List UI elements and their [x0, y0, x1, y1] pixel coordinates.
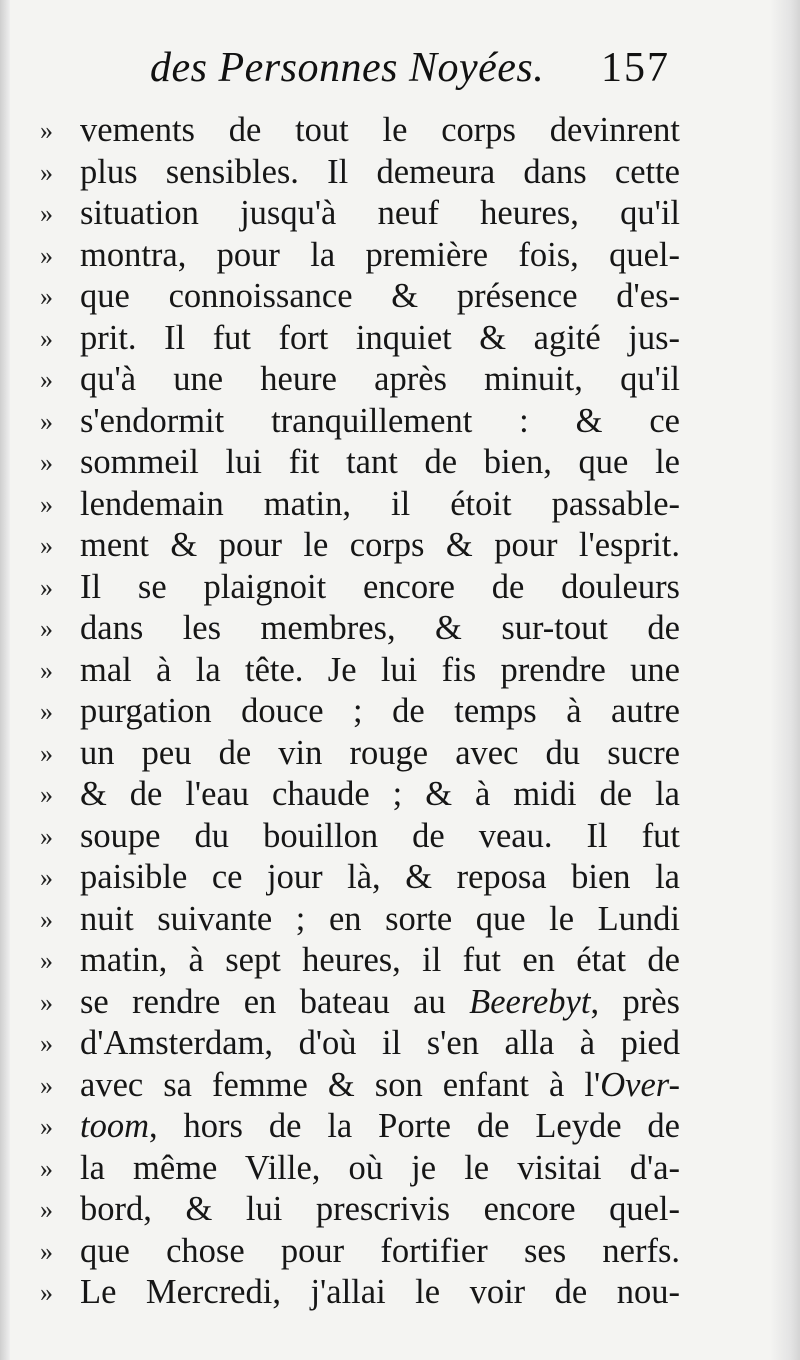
page-left-edge [0, 0, 10, 1360]
line-text: Il se plaignoit encore de douleurs [80, 567, 680, 606]
quotation-mark: » [40, 904, 53, 934]
text-line [40, 1231, 680, 1273]
text-line [40, 691, 680, 733]
quotation-mark: » [40, 1070, 53, 1100]
body-text [40, 110, 680, 1314]
quotation-mark: » [40, 199, 53, 228]
text-line [40, 1272, 680, 1314]
text-line [40, 1189, 680, 1231]
line-text: vements de tout le corps devinrent [80, 111, 680, 149]
quotation-mark: » [40, 572, 53, 602]
line-text: que connoissance & présence d'es- [80, 277, 680, 315]
quotation-mark: » [40, 697, 53, 726]
quotation-mark: » [40, 738, 53, 768]
text-line [40, 774, 680, 816]
line-text: que chose pour fortifier ses nerfs. [80, 1231, 680, 1270]
quotation-mark: » [40, 1153, 53, 1183]
line-text: avec sa femme & son enfant à l'Over- [80, 1065, 680, 1104]
text-line [40, 235, 680, 277]
quotation-mark: » [40, 946, 53, 975]
quotation-mark: » [40, 157, 53, 187]
page-right-edge [770, 0, 800, 1360]
quotation-mark: » [40, 863, 53, 892]
quotation-mark: » [40, 406, 53, 436]
text-line [40, 193, 680, 235]
line-text: toom, hors de la Porte de Leyde de [80, 1107, 680, 1145]
text-line [40, 608, 680, 650]
text-line [40, 1065, 680, 1107]
line-text: montra, pour la première fois, quel- [80, 235, 680, 274]
quotation-mark: » [40, 1112, 53, 1141]
quotation-mark: » [40, 282, 53, 311]
text-line [40, 650, 680, 692]
text-line [40, 318, 680, 360]
quotation-mark: » [40, 987, 53, 1017]
text-line [40, 1106, 680, 1148]
running-title: des Personnes Noyées. [150, 45, 545, 91]
quotation-mark: » [40, 448, 53, 477]
text-line [40, 940, 680, 982]
quotation-mark: » [40, 614, 53, 643]
line-text: prit. Il fut fort inquiet & agité jus- [80, 318, 680, 357]
line-text: soupe du bouillon de veau. Il fut [80, 816, 680, 855]
line-text: s'endormit tranquillement : & ce [80, 401, 680, 440]
quotation-mark: » [40, 323, 53, 353]
quotation-mark: » [40, 531, 53, 560]
text-line [40, 110, 680, 152]
text-line [40, 276, 680, 318]
line-text: nuit suivante ; en sorte que le Lundi [80, 899, 680, 938]
quotation-mark: » [40, 655, 53, 685]
text-line [40, 401, 680, 443]
text-line [40, 816, 680, 858]
text-line [40, 899, 680, 941]
line-text: qu'à une heure après minuit, qu'il [80, 360, 680, 398]
line-text: lendemain matin, il étoit passable- [80, 484, 680, 523]
line-text: purgation douce ; de temps à autre [80, 692, 680, 730]
text-line [40, 567, 680, 609]
quotation-mark: » [40, 240, 53, 270]
text-line [40, 1148, 680, 1190]
line-text: mal à la tête. Je lui fis prendre une [80, 650, 680, 689]
line-text: situation jusqu'à neuf heures, qu'il [80, 194, 680, 232]
text-line [40, 857, 680, 899]
running-head [150, 44, 670, 104]
quotation-mark: » [40, 489, 53, 519]
line-text: plus sensibles. Il demeura dans cette [80, 152, 680, 191]
text-line [40, 982, 680, 1024]
quotation-mark: » [40, 1236, 53, 1266]
text-line [40, 359, 680, 401]
text-line [40, 442, 680, 484]
quotation-mark: » [40, 1029, 53, 1058]
text-line [40, 1023, 680, 1065]
quotation-mark: » [40, 116, 53, 145]
line-text: & de l'eau chaude ; & à midi de la [80, 775, 680, 813]
line-text: se rendre en bateau au Beerebyt, près [80, 982, 680, 1021]
line-text: la même Ville, où je le visitai d'a- [80, 1148, 680, 1187]
line-text: bord, & lui prescrivis encore quel- [80, 1190, 680, 1228]
line-text: sommeil lui fit tant de bien, que le [80, 443, 680, 481]
quotation-mark: » [40, 365, 53, 394]
quotation-mark: » [40, 821, 53, 851]
text-line [40, 484, 680, 526]
line-text: dans les membres, & sur-tout de [80, 609, 680, 647]
line-text: Le Mercredi, j'allai le voir de nou- [80, 1273, 680, 1311]
text-line [40, 733, 680, 775]
text-line [40, 525, 680, 567]
line-text: d'Amsterdam, d'où il s'en alla à pied [80, 1024, 680, 1062]
quotation-mark: » [40, 1195, 53, 1224]
line-text: ment & pour le corps & pour l'esprit. [80, 526, 680, 564]
line-text: matin, à sept heures, il fut en état de [80, 941, 680, 979]
quotation-mark: » [40, 780, 53, 809]
text-line [40, 152, 680, 194]
line-text: un peu de vin rouge avec du sucre [80, 733, 680, 772]
quotation-mark: » [40, 1278, 53, 1307]
page-number: 157 [601, 45, 670, 91]
line-text: paisible ce jour là, & reposa bien la [80, 858, 680, 896]
